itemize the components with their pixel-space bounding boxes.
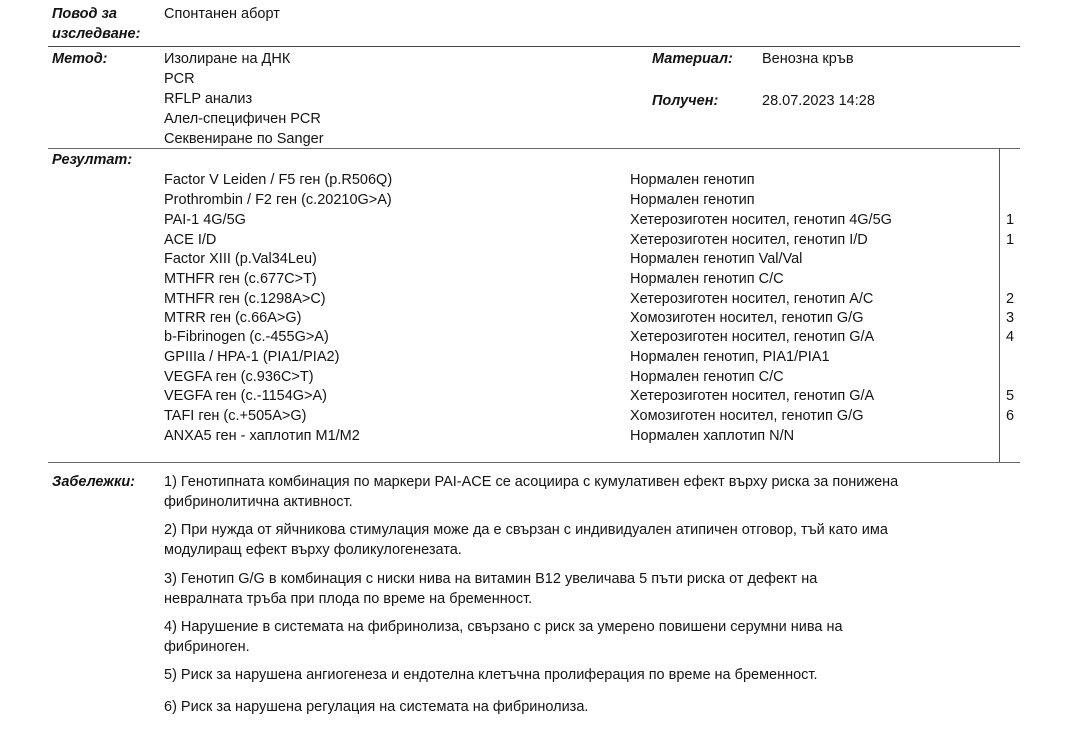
received-value: 28.07.2023 14:28 xyxy=(762,93,875,109)
test-result: Хетерозиготен носител, генотип G/A xyxy=(630,329,875,345)
test-result: Нормален генотип C/C xyxy=(630,271,784,287)
table-row xyxy=(0,386,1080,406)
test-result: Хомозиготен носител, генотип G/G xyxy=(630,408,864,424)
method-item: Изолиране на ДНК xyxy=(164,51,291,67)
remark-item xyxy=(164,569,1004,609)
test-name: VEGFA ген (c.936C>T) xyxy=(164,369,314,385)
remark-line: фибринолитична активност. xyxy=(164,494,353,510)
test-result: Нормален генотип, PIA1/PIA1 xyxy=(630,349,830,365)
received-label: Получен: xyxy=(652,93,719,109)
test-name: MTRR ген (c.66A>G) xyxy=(164,310,302,326)
test-result: Хетерозиготен носител, генотип G/A xyxy=(630,388,875,404)
footnote-ref: 1 xyxy=(1006,212,1015,228)
table-row xyxy=(0,308,1080,328)
remark-line: 1) Генотипната комбинация по маркери PAI-ACE се асоциира с кумулативен ефект върху риска за понижена xyxy=(164,474,899,490)
test-result: Хомозиготен носител, генотип G/G xyxy=(630,310,864,326)
remark-line: 2) При нужда от яйчникова стимулация може да е свързан с индивидуален атипичен отговор, тъй като има xyxy=(164,522,888,538)
method-item: Алел-специфичен PCR xyxy=(164,111,321,127)
test-result: Нормален генотип Val/Val xyxy=(630,251,803,267)
test-name: b-Fibrinogen (c.-455G>A) xyxy=(164,329,329,345)
table-row xyxy=(0,190,1080,210)
remark-line: невралната тръба при плода по време на бременност. xyxy=(164,591,533,607)
test-name: ACE I/D xyxy=(164,232,217,248)
remark-item xyxy=(164,472,1004,512)
table-row xyxy=(0,327,1080,347)
remark-item xyxy=(164,617,1004,657)
remark-line: модулиращ ефект върху фоликулогенезата. xyxy=(164,542,462,558)
test-name: VEGFA ген (c.-1154G>A) xyxy=(164,388,328,404)
table-row xyxy=(0,230,1080,250)
test-result: Хетерозиготен носител, генотип 4G/5G xyxy=(630,212,892,228)
test-name: Factor V Leiden / F5 ген (p.R506Q) xyxy=(164,172,393,188)
method-item: RFLP анализ xyxy=(164,91,253,107)
table-row xyxy=(0,347,1080,367)
method-item: PCR xyxy=(164,71,195,87)
test-result: Нормален генотип xyxy=(630,172,755,188)
table-row xyxy=(0,426,1080,446)
test-name: Prothrombin / F2 ген (c.20210G>A) xyxy=(164,192,392,208)
remark-item xyxy=(164,697,1004,717)
reason-label-line2: изследване: xyxy=(52,26,141,42)
table-row xyxy=(0,406,1080,426)
clipped-header-remnant xyxy=(680,0,980,2)
footnote-ref: 4 xyxy=(1006,329,1015,345)
test-result: Нормален генотип xyxy=(630,192,755,208)
test-result: Хетерозиготен носител, генотип I/D xyxy=(630,232,868,248)
remark-line: 3) Генотип G/G в комбинация с ниски нива на витамин B12 увеличава 5 пъти риска от дефект на xyxy=(164,571,818,587)
test-name: MTHFR ген (c.1298A>C) xyxy=(164,291,326,307)
footnote-ref: 5 xyxy=(1006,388,1015,404)
remark-line: 6) Риск за нарушена регулация на системата на фибринолиза. xyxy=(164,699,589,715)
test-name: GPIIIa / HPA-1 (PIA1/PIA2) xyxy=(164,349,340,365)
footnote-ref: 6 xyxy=(1006,408,1015,424)
material-value: Венозна кръв xyxy=(762,51,854,67)
remark-item xyxy=(164,665,1004,685)
test-result: Нормален генотип C/C xyxy=(630,369,784,385)
footnote-ref: 1 xyxy=(1006,232,1015,248)
remarks-label: Забележки: xyxy=(52,474,136,490)
test-name: TAFI ген (c.+505A>G) xyxy=(164,408,307,424)
reason-label-line1: Повод за xyxy=(52,6,117,22)
divider-remarks xyxy=(48,462,1020,463)
material-label: Материал: xyxy=(652,51,733,67)
divider-results xyxy=(48,148,1020,149)
test-name: ANXA5 ген - хаплотип M1/M2 xyxy=(164,428,360,444)
method-label: Метод: xyxy=(52,51,108,67)
footnote-ref: 3 xyxy=(1006,310,1015,326)
test-name: Factor XIII (p.Val34Leu) xyxy=(164,251,317,267)
table-row xyxy=(0,269,1080,289)
remark-line: 4) Нарушение в системата на фибринолиза, свързано с риск за умерено повишени серумни нива на xyxy=(164,619,843,635)
test-name: PAI-1 4G/5G xyxy=(164,212,246,228)
table-row xyxy=(0,367,1080,387)
remark-line: фибриноген. xyxy=(164,639,250,655)
table-row xyxy=(0,289,1080,309)
table-row xyxy=(0,170,1080,190)
method-item: Секвениране по Sanger xyxy=(164,131,324,147)
footnote-ref: 2 xyxy=(1006,291,1015,307)
test-name: MTHFR ген (c.677C>T) xyxy=(164,271,317,287)
remark-line: 5) Риск за нарушена ангиогенеза и ендотелна клетъчна пролиферация по време на бременност. xyxy=(164,667,818,683)
divider-top xyxy=(48,46,1020,47)
reason-value: Спонтанен аборт xyxy=(164,6,280,22)
remark-item xyxy=(164,520,1004,560)
test-result: Нормален хаплотип N/N xyxy=(630,428,795,444)
table-row xyxy=(0,210,1080,230)
table-row xyxy=(0,249,1080,269)
results-label: Резултат: xyxy=(52,152,133,168)
test-result: Хетерозиготен носител, генотип A/C xyxy=(630,291,874,307)
